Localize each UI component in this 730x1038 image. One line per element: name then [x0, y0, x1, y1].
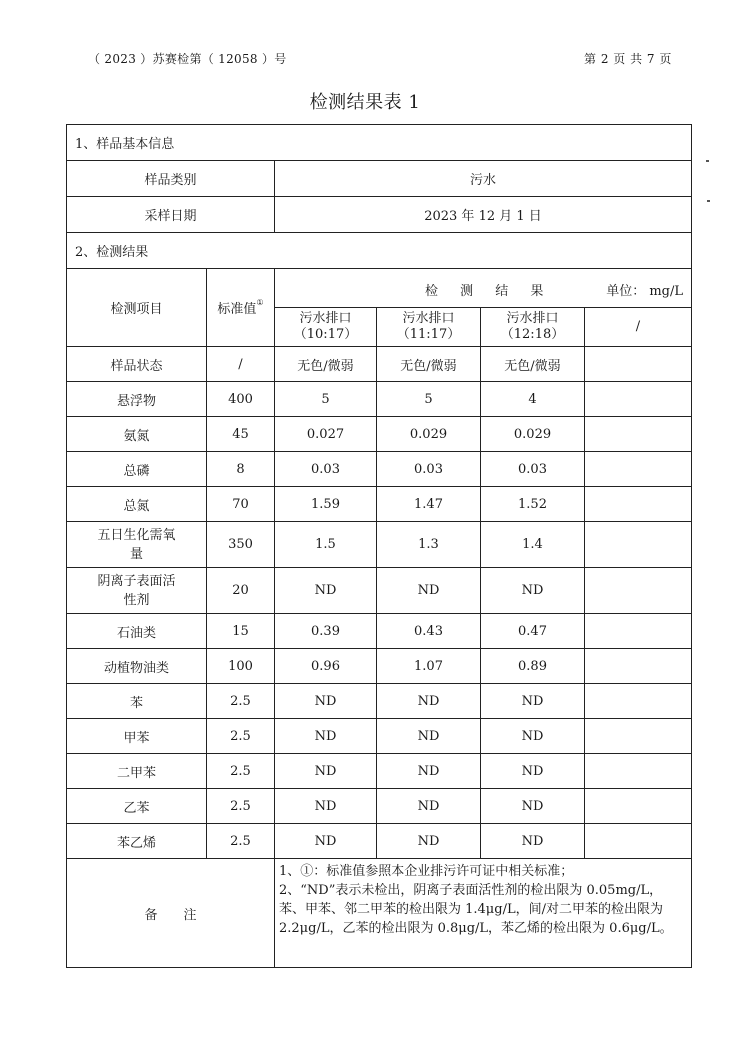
empty-cell	[585, 754, 692, 789]
empty-cell	[585, 649, 692, 684]
result-cell-3: ND	[481, 568, 585, 614]
remarks-label: 备 注	[67, 859, 275, 968]
result-cell-3: 0.03	[481, 452, 585, 487]
standard-cell: 2.5	[207, 789, 275, 824]
sample-column-3: 污水排口 （12:18）	[481, 308, 585, 347]
sample-column-2: 污水排口 （11:17）	[377, 308, 481, 347]
empty-cell	[585, 347, 692, 382]
empty-cell	[585, 824, 692, 859]
standard-label: 标准值	[217, 302, 257, 317]
results-table	[66, 124, 692, 968]
table-row	[67, 824, 692, 859]
empty-cell	[585, 417, 692, 452]
item-cell: 二甲苯	[67, 754, 207, 789]
result-cell-2: 无色/微弱	[377, 347, 481, 382]
item-cell: 总磷	[67, 452, 207, 487]
result-cell-2: ND	[377, 568, 481, 614]
result-cell-3: 0.47	[481, 614, 585, 649]
item-cell: 乙苯	[67, 789, 207, 824]
result-cell-3: 无色/微弱	[481, 347, 585, 382]
empty-cell	[585, 568, 692, 614]
table-row	[67, 614, 692, 649]
table-row	[67, 452, 692, 487]
section2-heading: 2、检测结果	[67, 233, 692, 269]
result-cell-2: 1.07	[377, 649, 481, 684]
item-cell: 阴离子表面活 性剂	[67, 568, 207, 614]
result-cell-1: ND	[275, 789, 377, 824]
result-cell-3: 1.4	[481, 522, 585, 568]
column-header-item: 检测项目	[67, 269, 207, 347]
data-rows	[67, 347, 692, 859]
result-cell-2: ND	[377, 789, 481, 824]
result-cell-3: 0.029	[481, 417, 585, 452]
result-cell-1: 5	[275, 382, 377, 417]
standard-cell: 100	[207, 649, 275, 684]
standard-cell: 400	[207, 382, 275, 417]
item-cell: 苯乙烯	[67, 824, 207, 859]
scan-speck	[707, 200, 710, 202]
scan-speck	[706, 160, 709, 162]
result-cell-3: 4	[481, 382, 585, 417]
empty-cell	[585, 487, 692, 522]
sample-column-1: 污水排口 （10:17）	[275, 308, 377, 347]
empty-cell	[585, 452, 692, 487]
table-row	[67, 347, 692, 382]
sample-type-label: 样品类别	[67, 161, 275, 197]
item-cell: 五日生化需氧 量	[67, 522, 207, 568]
remarks-text: 1、①：标准值参照本企业排污许可证中相关标准； 2、“ND”表示未检出，阴离子表面活性剂的检出限为 0.05mg/L，苯、甲苯、邻二甲苯的检出限为 1.4μg/L，间/对二甲苯的检出限为 2.2μg/L，乙苯的检出限为 0.8μg/L，苯乙烯的检出限为 0.6μg/L。	[275, 859, 692, 968]
item-cell: 总氮	[67, 487, 207, 522]
item-cell: 样品状态	[67, 347, 207, 382]
result-cell-1: ND	[275, 719, 377, 754]
result-cell-3: ND	[481, 754, 585, 789]
result-cell-3: ND	[481, 719, 585, 754]
section1-heading: 1、样品基本信息	[67, 125, 692, 161]
result-cell-3: 1.52	[481, 487, 585, 522]
standard-cell: 350	[207, 522, 275, 568]
standard-cell: 45	[207, 417, 275, 452]
empty-cell	[585, 614, 692, 649]
standard-cell: 2.5	[207, 684, 275, 719]
empty-cell	[585, 719, 692, 754]
result-cell-3: ND	[481, 824, 585, 859]
empty-cell	[585, 684, 692, 719]
table-row	[67, 789, 692, 824]
result-cell-1: 0.96	[275, 649, 377, 684]
result-cell-2: 0.03	[377, 452, 481, 487]
unit-label: 单位： mg/L	[606, 284, 683, 299]
result-cell-2: ND	[377, 684, 481, 719]
report-number: （ 2023 ）苏赛检第（ 12058 ）号	[88, 52, 287, 66]
sample-type-value: 污水	[275, 161, 692, 197]
empty-cell	[585, 522, 692, 568]
result-cell-2: ND	[377, 719, 481, 754]
standard-cell: 8	[207, 452, 275, 487]
result-cell-1: 无色/微弱	[275, 347, 377, 382]
sampling-date-value: 2023 年 12 月 1 日	[275, 197, 692, 233]
result-cell-1: 1.5	[275, 522, 377, 568]
table-row	[67, 522, 692, 568]
page-title: 检测结果表 1	[309, 92, 421, 113]
table-row	[67, 417, 692, 452]
page-indicator: 第 2 页 共 7 页	[584, 52, 672, 66]
result-cell-1: ND	[275, 568, 377, 614]
result-cell-1: ND	[275, 754, 377, 789]
column-header-standard	[207, 269, 275, 347]
empty-cell	[585, 789, 692, 824]
result-cell-1: 1.59	[275, 487, 377, 522]
result-cell-3: ND	[481, 789, 585, 824]
result-cell-2: 1.3	[377, 522, 481, 568]
table-row	[67, 649, 692, 684]
sampling-date-label: 采样日期	[67, 197, 275, 233]
result-cell-2: ND	[377, 754, 481, 789]
results-header	[275, 269, 692, 308]
sample-column-4: /	[585, 308, 692, 347]
result-cell-2: ND	[377, 824, 481, 859]
result-cell-2: 0.029	[377, 417, 481, 452]
item-cell: 动植物油类	[67, 649, 207, 684]
result-cell-2: 0.43	[377, 614, 481, 649]
result-cell-1: ND	[275, 684, 377, 719]
standard-cell: 70	[207, 487, 275, 522]
result-cell-2: 5	[377, 382, 481, 417]
table-row	[67, 568, 692, 614]
standard-cell: 2.5	[207, 719, 275, 754]
item-cell: 石油类	[67, 614, 207, 649]
standard-cell: 15	[207, 614, 275, 649]
standard-footnote-mark: ①	[256, 298, 264, 307]
result-cell-1: ND	[275, 824, 377, 859]
item-cell: 悬浮物	[67, 382, 207, 417]
item-cell: 苯	[67, 684, 207, 719]
standard-cell: 2.5	[207, 824, 275, 859]
result-cell-3: ND	[481, 684, 585, 719]
standard-cell: 20	[207, 568, 275, 614]
result-cell-3: 0.89	[481, 649, 585, 684]
result-cell-2: 1.47	[377, 487, 481, 522]
table-row	[67, 487, 692, 522]
table-row	[67, 382, 692, 417]
item-cell: 氨氮	[67, 417, 207, 452]
result-cell-1: 0.03	[275, 452, 377, 487]
standard-cell: /	[207, 347, 275, 382]
table-row	[67, 684, 692, 719]
standard-cell: 2.5	[207, 754, 275, 789]
result-cell-1: 0.39	[275, 614, 377, 649]
results-title: 检 测 结 果	[425, 284, 553, 299]
table-row	[67, 754, 692, 789]
empty-cell	[585, 382, 692, 417]
table-row	[67, 719, 692, 754]
item-cell: 甲苯	[67, 719, 207, 754]
result-cell-1: 0.027	[275, 417, 377, 452]
